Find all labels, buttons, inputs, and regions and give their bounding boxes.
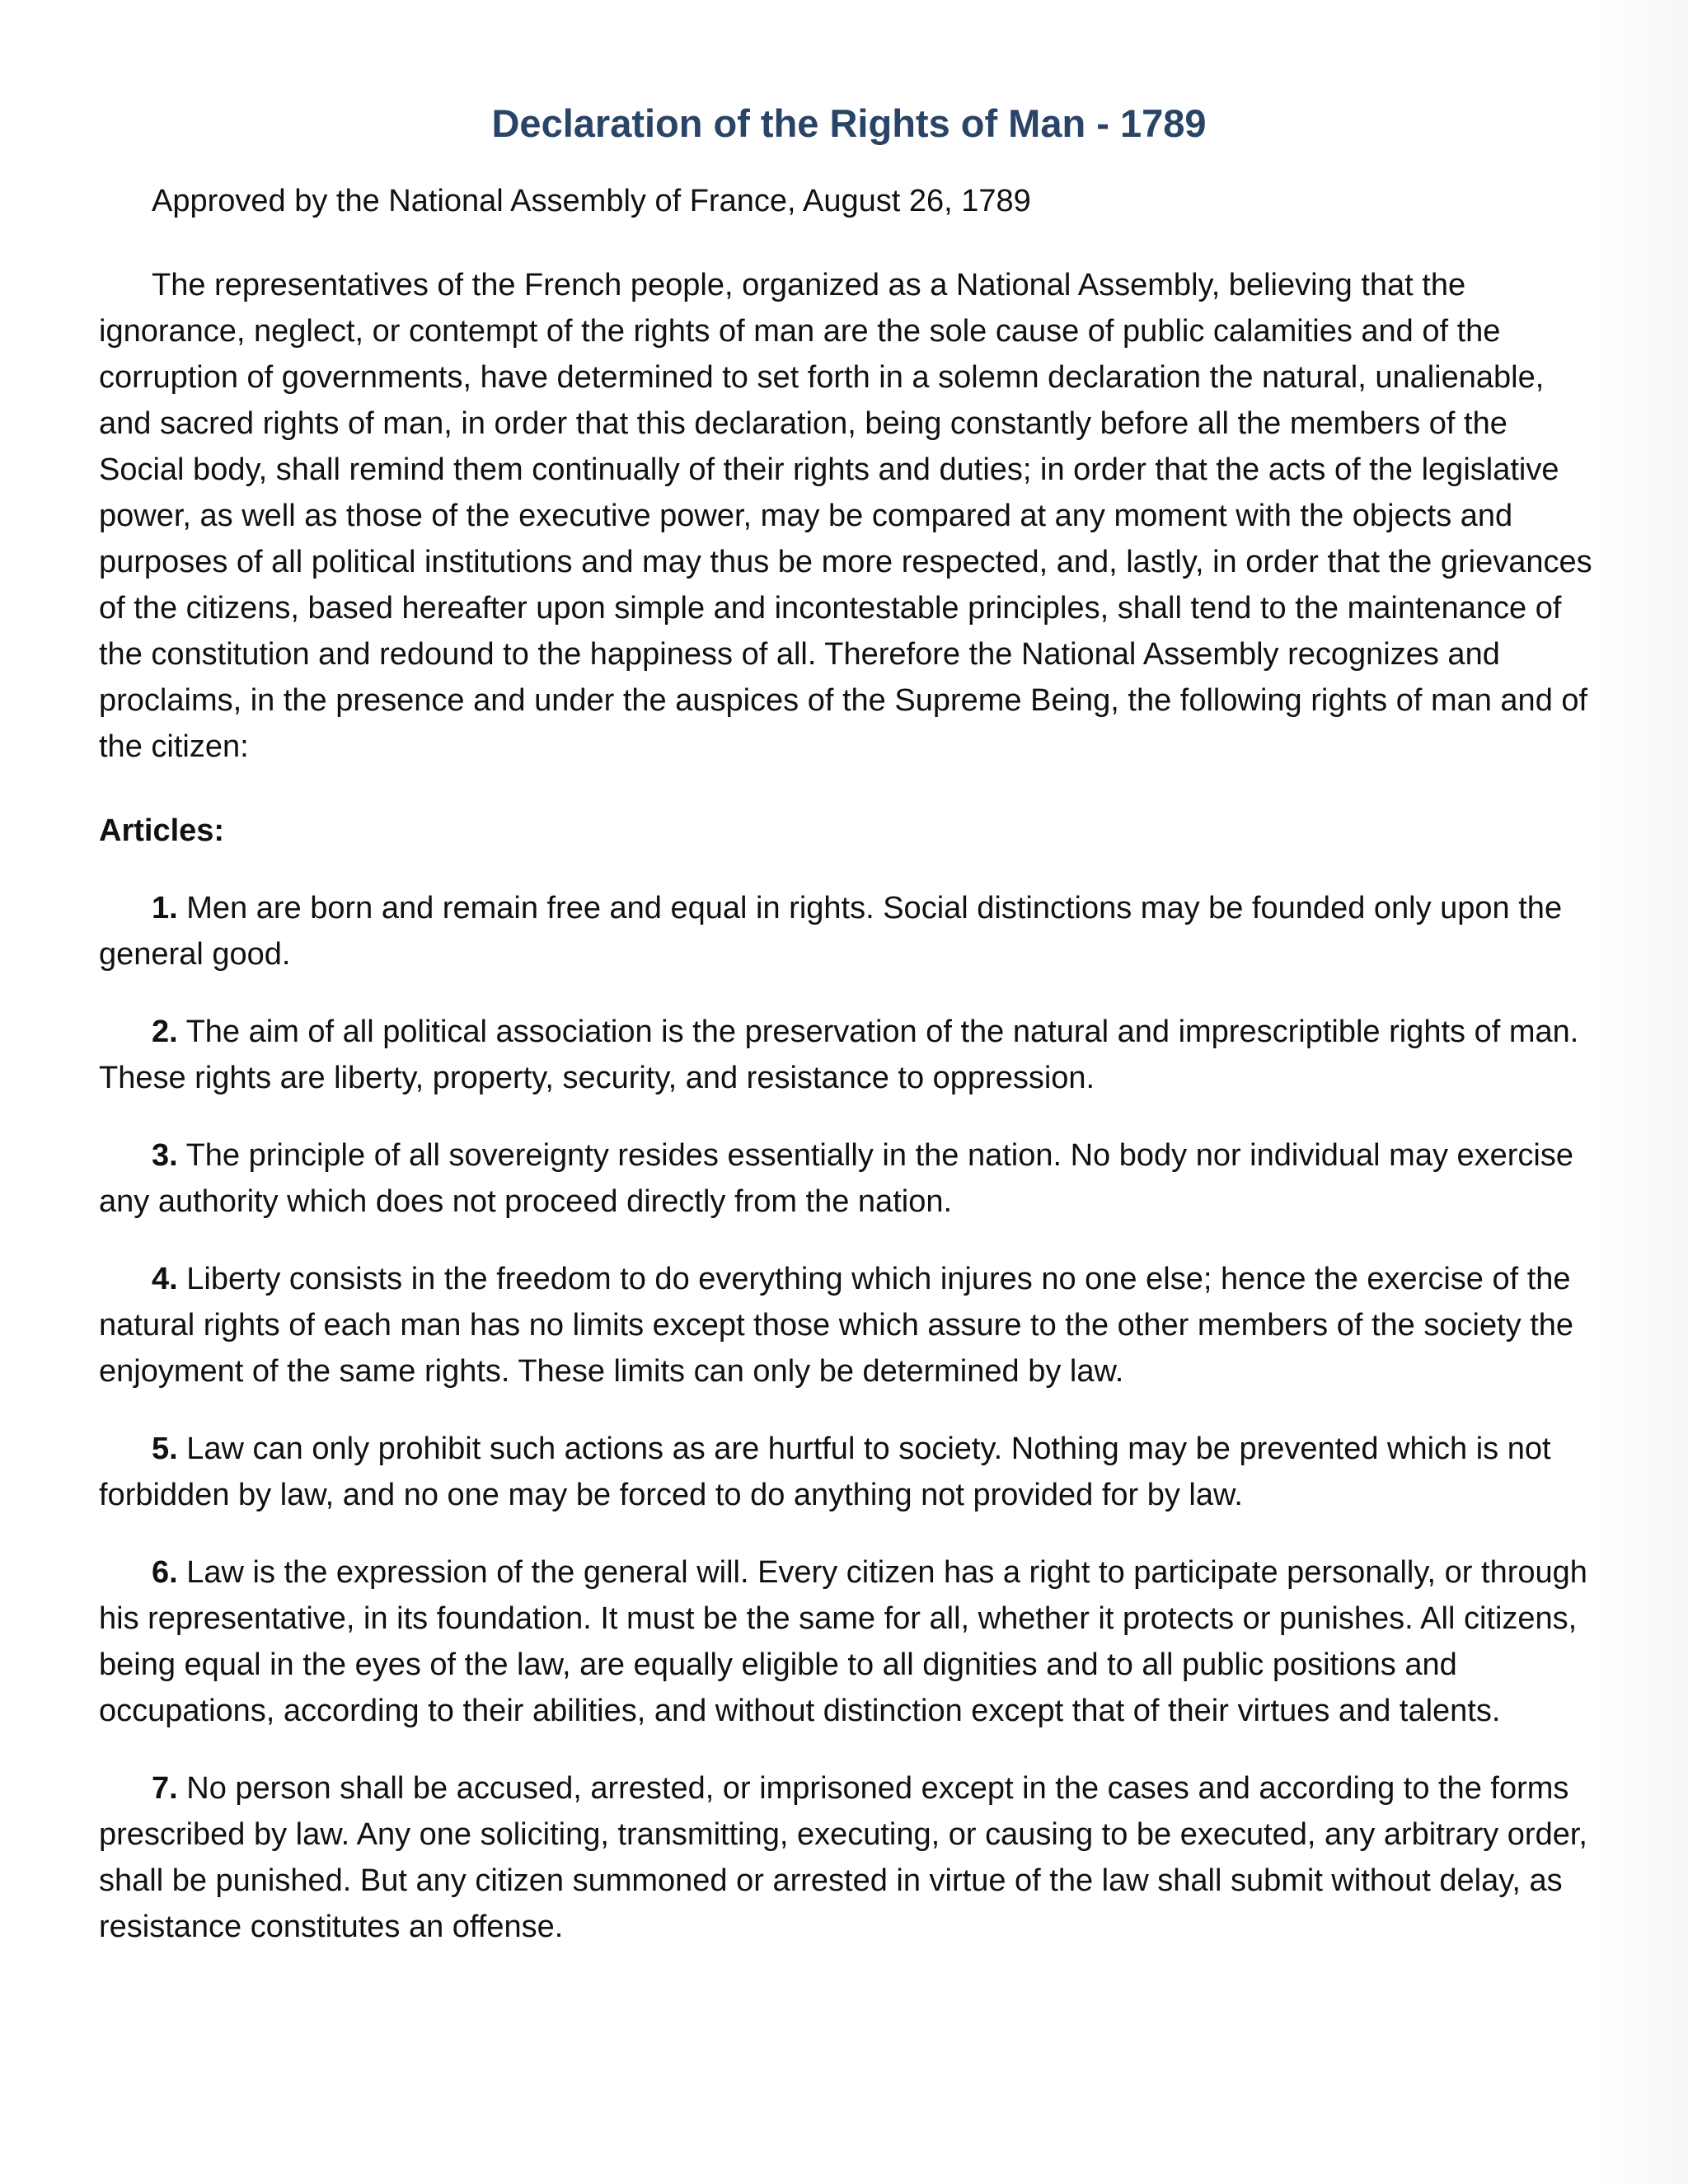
article-number: 2. — [152, 1015, 178, 1049]
article-number: 6. — [152, 1555, 178, 1590]
article-number: 1. — [152, 891, 178, 926]
page-edge-shade — [1591, 0, 1688, 2184]
article-text: Liberty consists in the freedom to do everything which injures no one else; hence the exercise of the natural rights of each man has no limits except those which assure to the other members of the society the enjoyment of the same rights. These limits can only be determined by law. — [99, 1262, 1574, 1389]
article-7 — [99, 1765, 1599, 1950]
article-1 — [99, 885, 1599, 977]
article-text: The aim of all political association is the preservation of the natural and imprescriptible rights of man. These rights are liberty, property, security, and resistance to oppression. — [99, 1015, 1579, 1095]
document-subtitle: Approved by the National Assembly of France, August 26, 1789 — [152, 184, 1031, 218]
article-number: 4. — [152, 1262, 178, 1296]
preamble-paragraph: The representatives of the French people, organized as a National Assembly, believing that the ignorance, neglect, or contempt of the rights of man are the sole cause of public calamities and of the corruption of governments, have determined to set forth in a solemn declaration the natural, unalienable, and sacred rights of man, in order that this declaration, being constantly before all the members of the Social body, shall remind them continually of their rights and duties; in order that the acts of the legislative power, as well as those of the executive power, may be compared at any moment with the objects and purposes of all political institutions and may thus be more respected, and, lastly, in order that the grievances of the citizens, based hereafter upon simple and incontestable principles, shall tend to the maintenance of the constitution and redound to the happiness of all. Therefore the National Assembly recognizes and proclaims, in the presence and under the auspices of the Supreme Being, the following rights of man and of the citizen: — [99, 268, 1592, 764]
article-4 — [99, 1256, 1599, 1394]
article-text: Law is the expression of the general will. Every citizen has a right to participate personally, or through his representative, in its foundation. It must be the same for all, whether it protects or punishes. All citizens, being equal in the eyes of the law, are equally eligible to all dignities and to all public positions and occupations, according to their abilities, and without distinction except that of their virtues and talents. — [99, 1555, 1587, 1728]
article-6 — [99, 1549, 1599, 1734]
article-number: 7. — [152, 1771, 178, 1806]
article-text: The principle of all sovereignty resides essentially in the nation. No body nor individual may exercise any authority which does not proceed directly from the nation. — [99, 1138, 1574, 1219]
article-5 — [99, 1426, 1599, 1518]
article-text: Men are born and remain free and equal in rights. Social distinctions may be founded only upon the general good. — [99, 891, 1563, 972]
article-text: Law can only prohibit such actions as are hurtful to society. Nothing may be prevented which is not forbidden by law, and no one may be forced to do anything not provided for by law. — [99, 1432, 1551, 1512]
article-2 — [99, 1009, 1599, 1101]
article-number: 5. — [152, 1432, 178, 1466]
article-number: 3. — [152, 1138, 178, 1173]
articles-heading: Articles: — [99, 813, 225, 848]
document-content — [99, 97, 1599, 1950]
article-3 — [99, 1132, 1599, 1225]
article-text: No person shall be accused, arrested, or imprisoned except in the cases and according to the forms prescribed by law. Any one soliciting, transmitting, executing, or causing to be executed, any arbitrary order, shall be punished. But any citizen summoned or arrested in virtue of the law shall submit without delay, as resistance constitutes an offense. — [99, 1771, 1587, 1944]
document-title: Declaration of the Rights of Man - 1789 — [491, 101, 1207, 145]
